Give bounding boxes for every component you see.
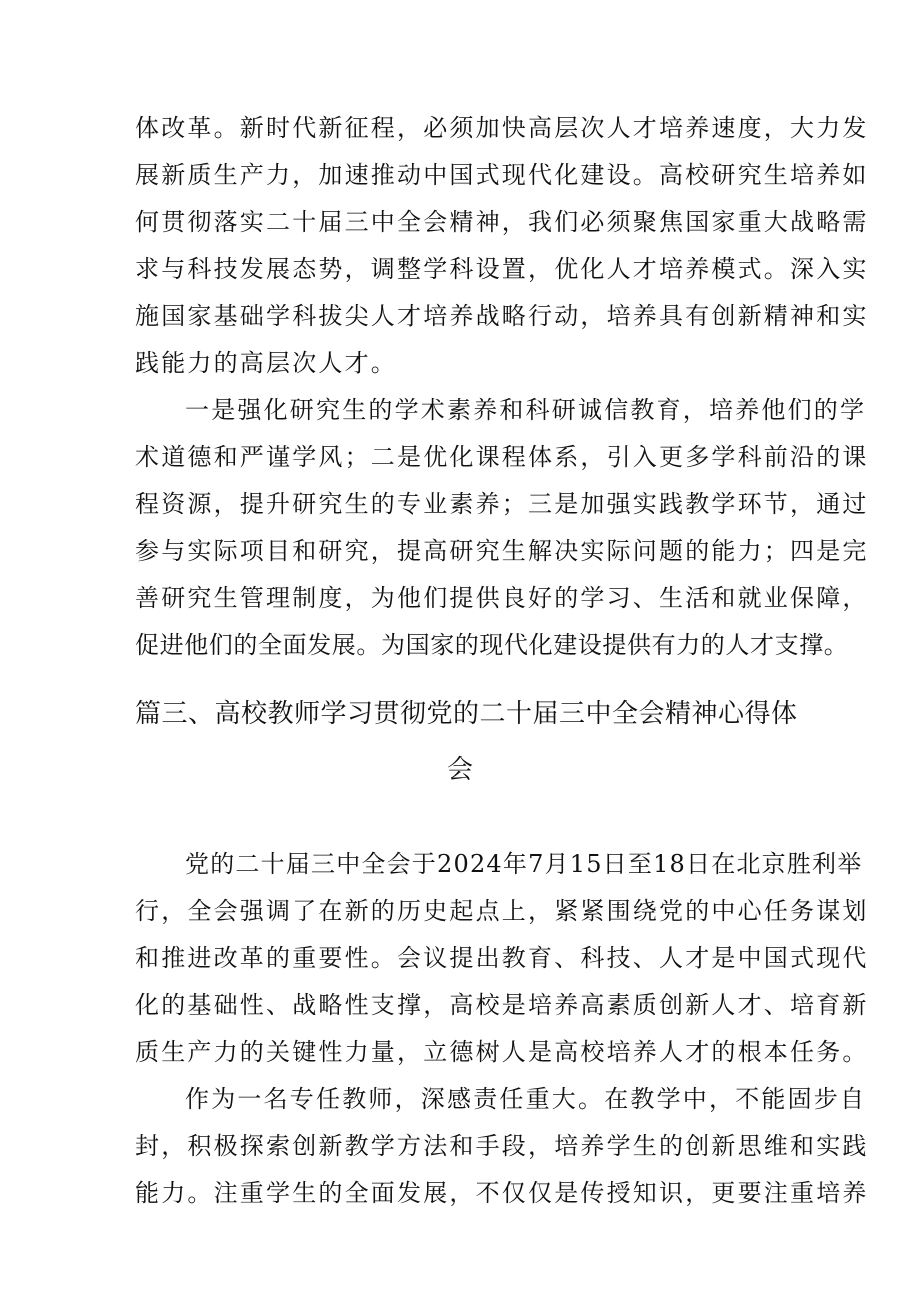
paragraph-line: 行，全会强调了在新的历史起点上，紧紧围绕党的中心任务谋划 [135, 897, 869, 925]
paragraph-line: 参与实际项目和研究，提高研究生解决实际问题的能力；四是完 [135, 537, 869, 565]
paragraph-line: 何贯彻落实二十届三中全会精神，我们必须聚焦国家重大战略需 [135, 208, 869, 236]
paragraph-line: 善研究生管理制度，为他们提供良好的学习、生活和就业保障， [135, 584, 869, 612]
paragraph-line: 和推进改革的重要性。会议提出教育、科技、人才是中国式现代 [135, 944, 869, 972]
section-heading-line: 篇三、高校教师学习贯彻党的二十届三中全会精神心得体 [135, 699, 798, 729]
paragraph-line: 能力。注重学生的全面发展，不仅仅是传授知识，更要注重培养 [135, 1179, 869, 1207]
paragraph-line: 程资源，提升研究生的专业素养；三是加强实践教学环节，通过 [135, 490, 869, 518]
paragraph-line: 践能力的高层次人才。 [135, 349, 397, 377]
paragraph-line: 质生产力的关键性力量，立德树人是高校培养人才的根本任务。 [135, 1038, 869, 1066]
paragraph-line: 展新质生产力，加速推动中国式现代化建设。高校研究生培养如 [135, 161, 869, 189]
section-heading-line: 会 [447, 755, 474, 785]
paragraph-line: 作为一名专任教师，深感责任重大。在教学中，不能固步自 [185, 1085, 867, 1113]
paragraph-line: 求与科技发展态势，调整学科设置，优化人才培养模式。深入实 [135, 255, 869, 283]
paragraph-line: 术道德和严谨学风；二是优化课程体系，引入更多学科前沿的课 [135, 443, 869, 471]
paragraph-line: 封，积极探索创新教学方法和手段，培养学生的创新思维和实践 [135, 1132, 869, 1160]
paragraph-line: 化的基础性、战略性支撑，高校是培养高素质创新人才、培育新 [135, 991, 869, 1019]
paragraph-line: 体改革。新时代新征程，必须加快高层次人才培养速度，大力发 [135, 114, 869, 142]
paragraph-line: 促进他们的全面发展。为国家的现代化建设提供有力的人才支撑。 [135, 631, 849, 659]
paragraph-line: 党的二十届三中全会于2024年7月15日至18日在北京胜利举 [185, 850, 863, 878]
paragraph-line: 施国家基础学科拔尖人才培养战略行动，培养具有创新精神和实 [135, 302, 869, 330]
paragraph-line: 一是强化研究生的学术素养和科研诚信教育，培养他们的学 [185, 396, 867, 424]
